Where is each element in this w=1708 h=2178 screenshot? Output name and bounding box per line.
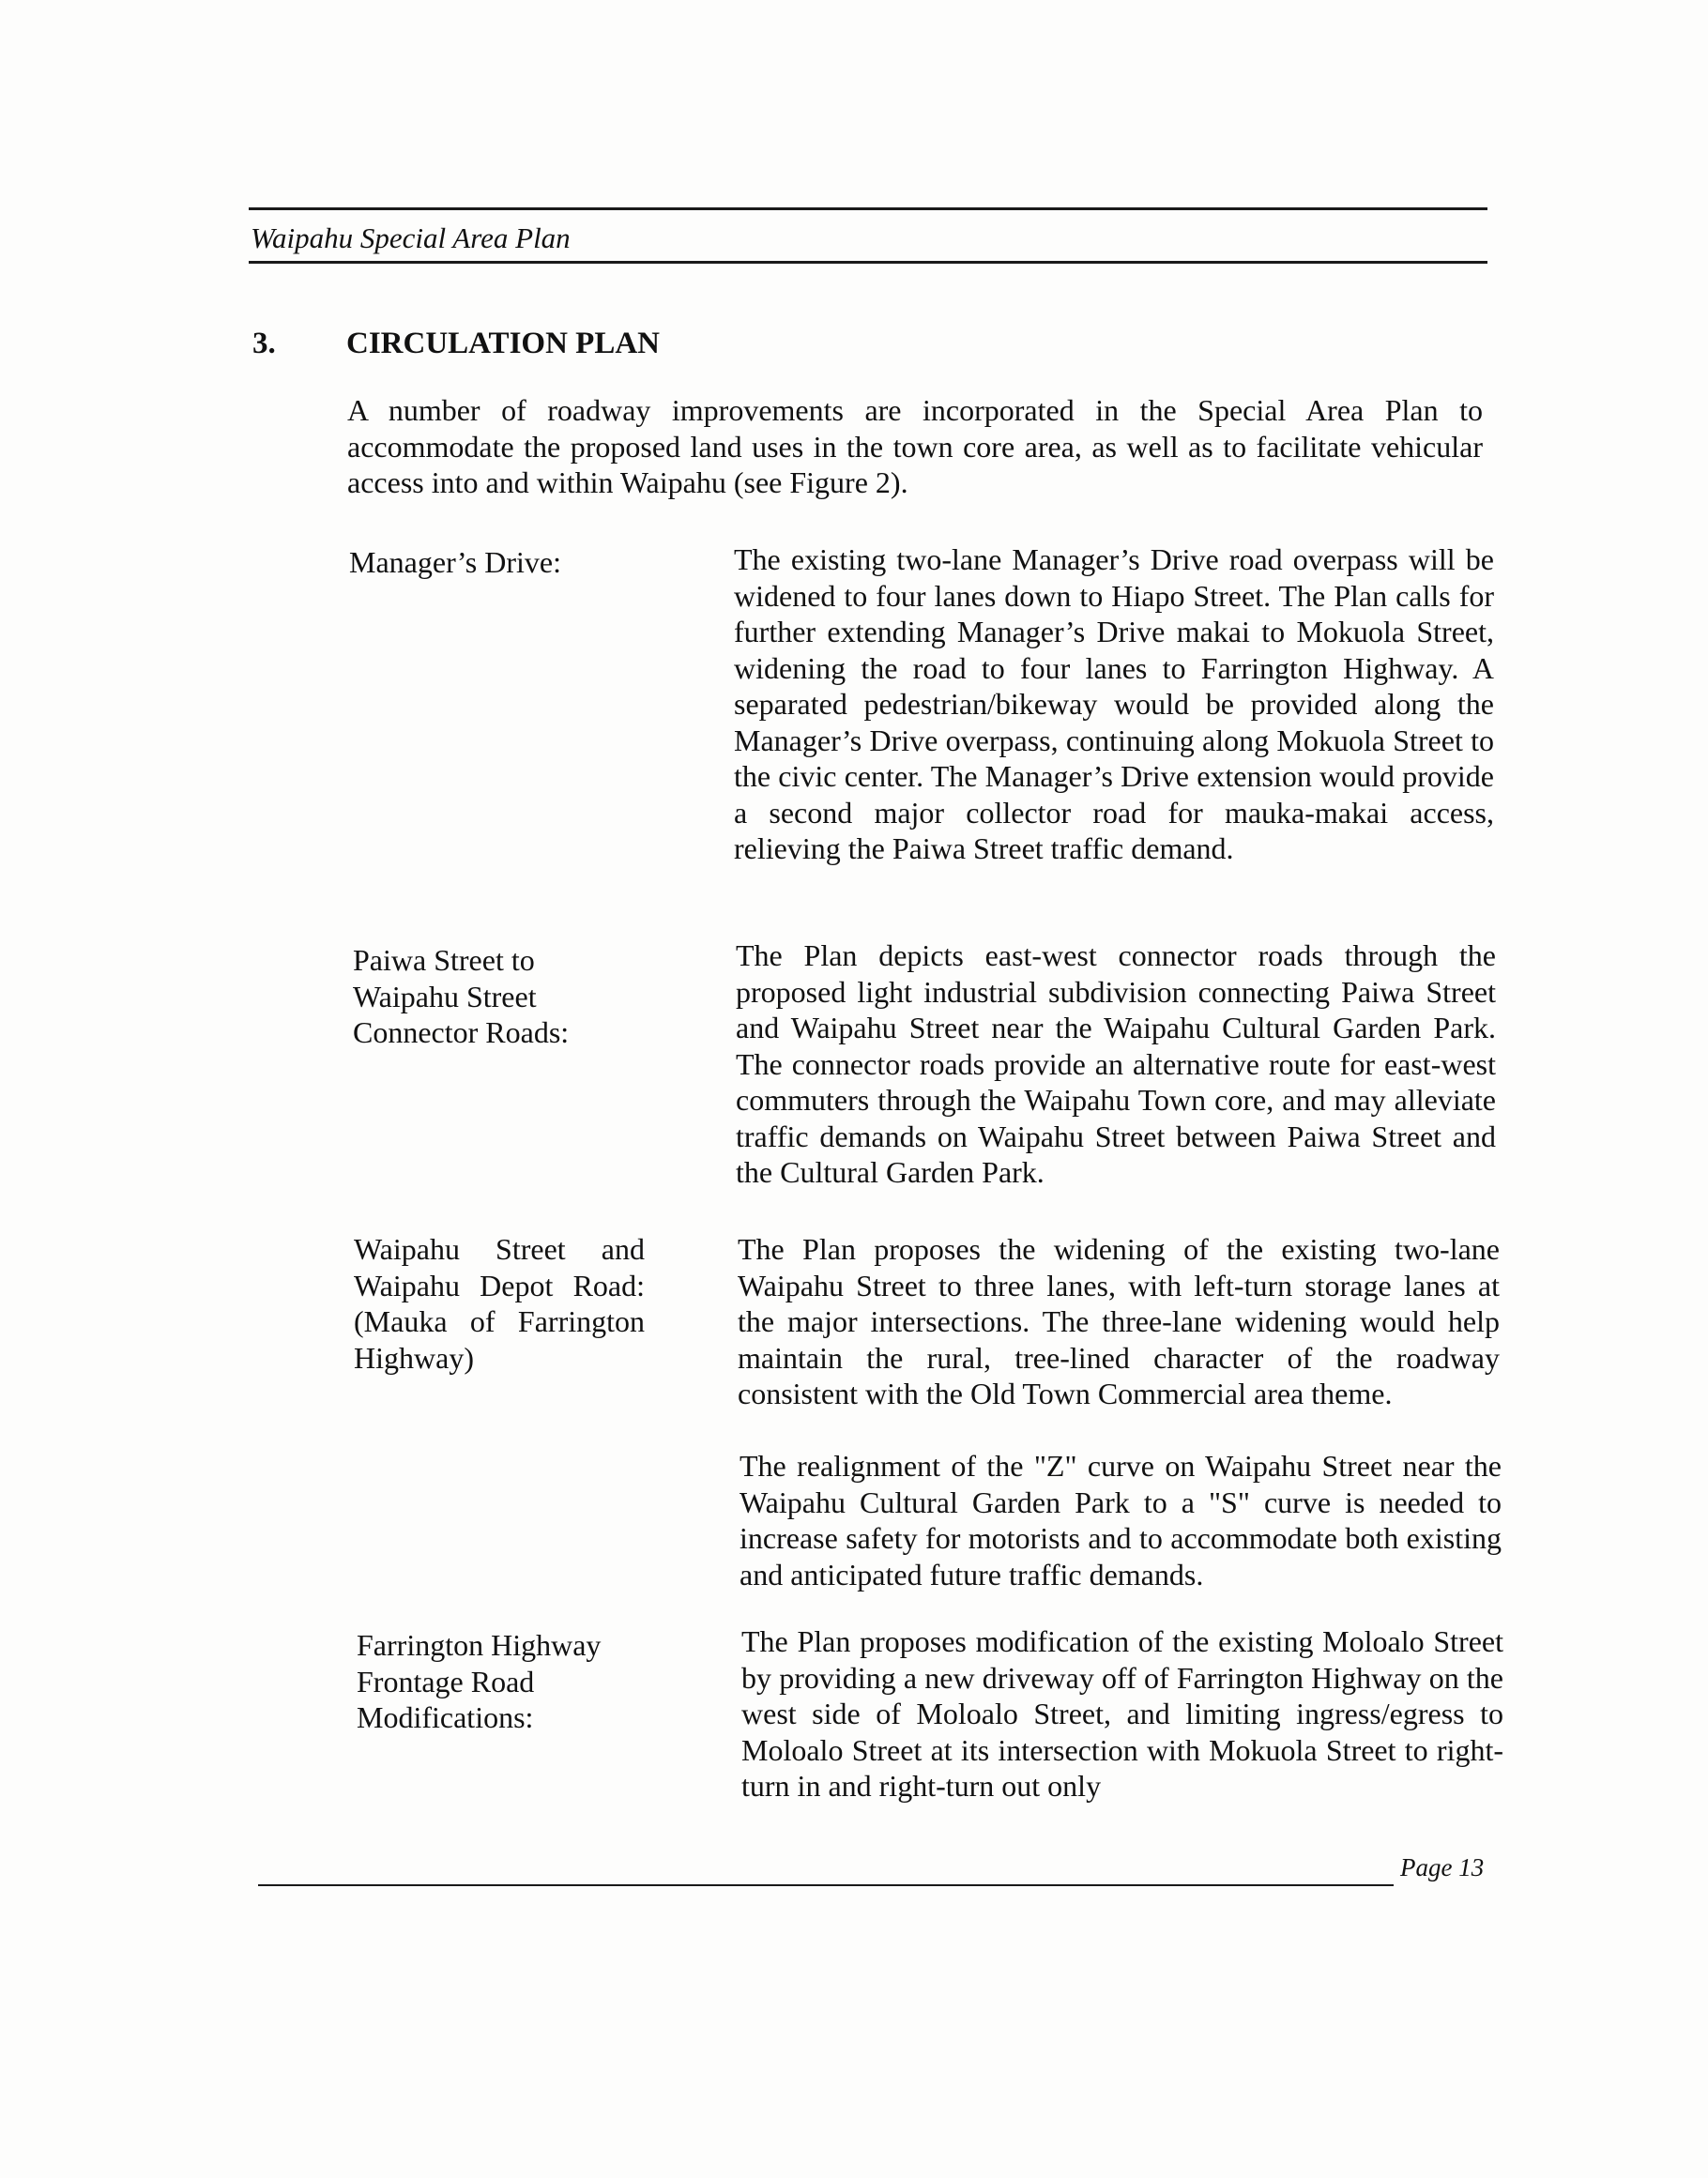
- page-number: Page 13: [1400, 1853, 1485, 1881]
- intro-paragraph: A number of roadway improvements are incorporated in the Special Area Plan to accommodate the proposed land uses in the town core area, as well as to facilitate vehicular access into and within Waipahu (see Figure 2).: [347, 393, 1483, 499]
- section-title: CIRCULATION PLAN: [346, 327, 660, 360]
- item-label-waipahu-street: Waipahu Street and Waipahu Depot Road: (Mauka of Farrington Highway): [354, 1232, 645, 1375]
- item-desc-waipahu-street-widening: The Plan proposes the widening of the existing two-lane Waipahu Street to three lanes, with left-turn storage lanes at the major intersections. The three-lane widening would help maintain the rural, tree-lined character of the roadway consistent with the Old Town Commercial area theme.: [738, 1232, 1500, 1410]
- item-desc-z-curve-realignment: The realignment of the "Z" curve on Waipahu Street near the Waipahu Cultural Garden Park to a "S" curve is needed to increase safety for motorists and to accommodate both existing and anticipated future traffic demands.: [740, 1449, 1502, 1592]
- header-bottom-rule: [249, 261, 1487, 264]
- section-heading: [252, 325, 660, 362]
- running-title: Waipahu Special Area Plan: [251, 221, 571, 254]
- item-label-managers-drive: Manager’s Drive:: [349, 545, 561, 579]
- item-desc-connector-roads: The Plan depicts east-west connector roads through the proposed light industrial subdivision connecting Paiwa Street and Waipahu Street near the Waipahu Cultural Garden Park. The connector roads provide an alternative route for east-west commuters through the Waipahu Town core, and may alleviate traffic demands on Waipahu Street between Paiwa Street and the Cultural Garden Park.: [736, 938, 1496, 1189]
- item-label-connector-roads: Paiwa Street to Waipahu Street Connector Roads:: [353, 943, 570, 1049]
- item-desc-frontage-road: The Plan proposes modification of the existing Moloalo Street by providing a new driveway off of Farrington Highway on the west side of Moloalo Street, and limiting ingress/egress to Moloalo Street at its intersection with Mokuola Street to right-turn in and right-turn out only: [741, 1624, 1503, 1803]
- footer-rule: [258, 1884, 1394, 1886]
- item-desc-managers-drive: The existing two-lane Manager’s Drive road overpass will be widened to four lanes down to Hiapo Street. The Plan calls for further extending Manager’s Drive makai to Mokuola Street, widening the road to four lanes to Farrington Highway. A separated pedestrian/bikeway would be provided along the Manager’s Drive overpass, continuing along Mokuola Street to the civic center. The Manager’s Drive extension would provide a second major collector road for mauka-makai access, relieving the Paiwa Street traffic demand.: [734, 542, 1494, 865]
- item-label-frontage-road: Farrington Highway Frontage Road Modifications:: [357, 1628, 602, 1734]
- section-number: 3.: [252, 327, 276, 360]
- header-top-rule: [249, 207, 1487, 210]
